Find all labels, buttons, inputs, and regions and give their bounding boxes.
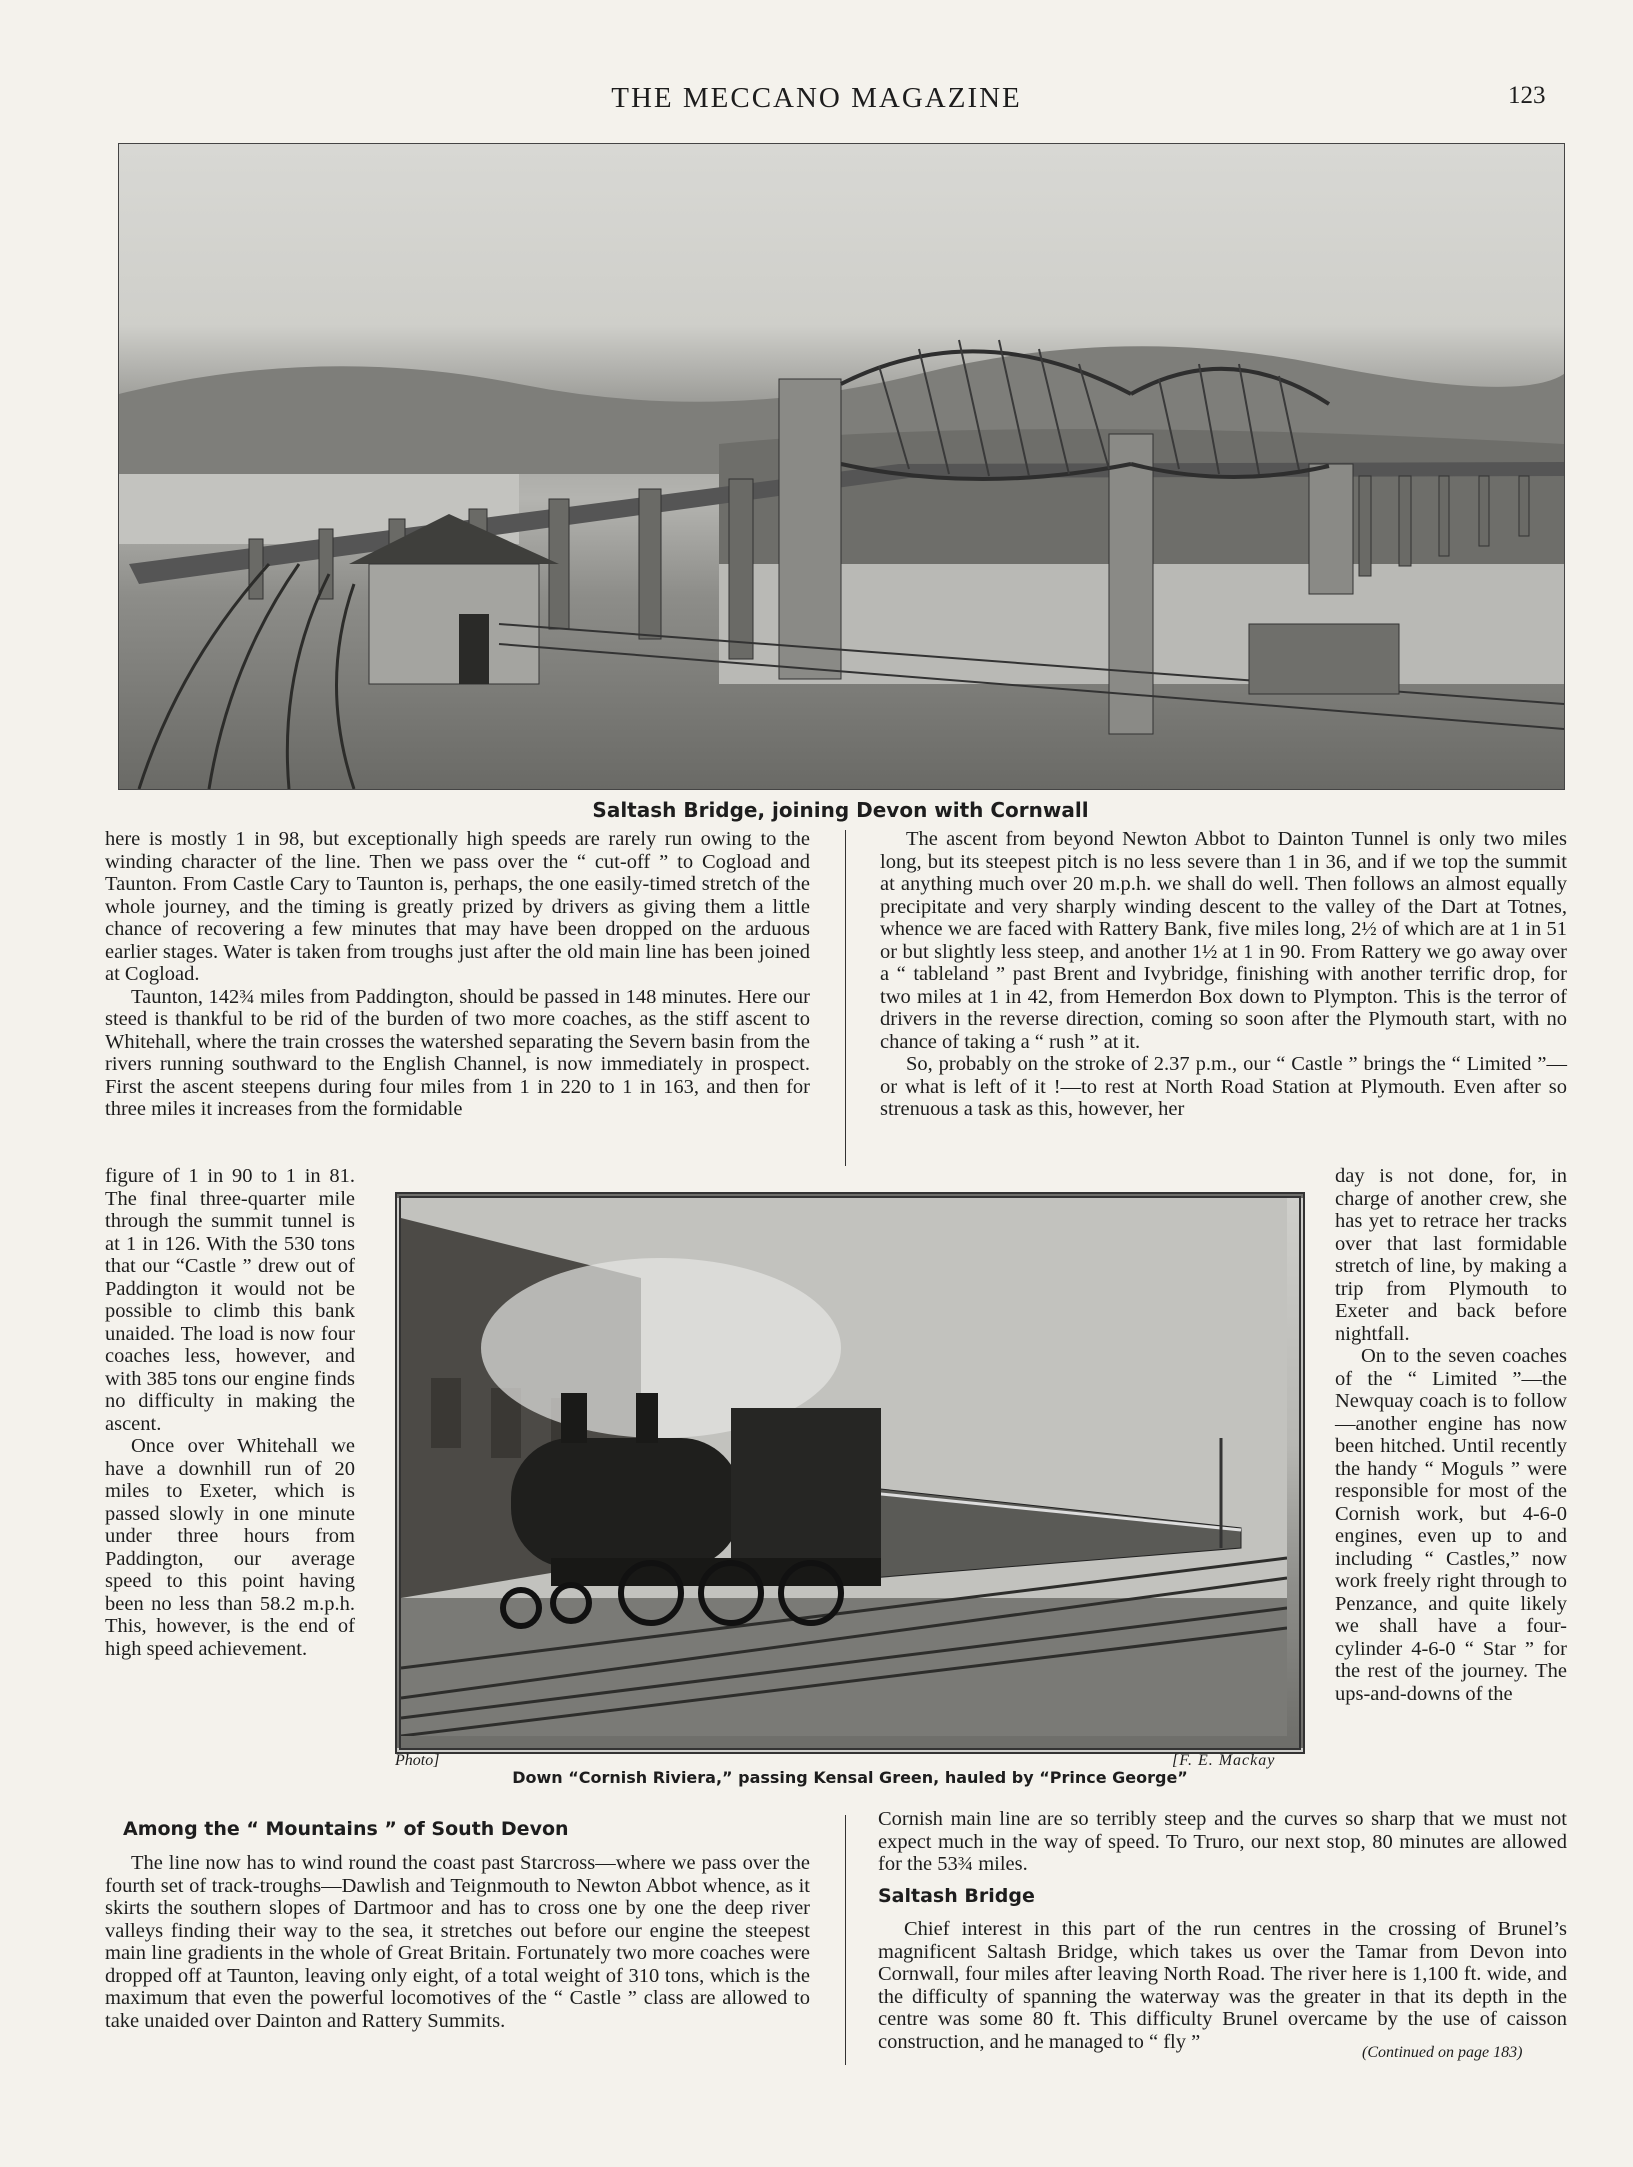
- right-column-mid: [878, 1808, 1567, 1876]
- train-photograph: [395, 1192, 1305, 1754]
- left-column-bottom: [105, 1852, 810, 2032]
- right-column-top: [880, 828, 1567, 1121]
- column-rule: [845, 1815, 846, 2065]
- paragraph: On to the seven coaches of the “ Limited ”—the Newquay coach is to follow—another engine has now been hitched. Until recently the handy “ Moguls ” were responsible for most of the Cornish work, but 4-6-0 engines, even up to and including “ Castles,” now work freely right through to Penzance, and quite likely we shall have a four-cylinder 4-6-0 “ Star ” for the rest of the journey. The ups-and-downs of the: [1335, 1345, 1567, 1705]
- right-column-narrow: [1335, 1165, 1567, 1705]
- bridge-caption: Saltash Bridge, joining Devon with Cornwall: [592, 798, 1089, 822]
- paragraph: here is mostly 1 in 98, but exceptionally high speeds are rarely run owing to the winding character of the line. Then we pass over the “ cut-off ” to Cogload and Taunton. From Castle Cary to Taunton is, perhaps, the one easily-timed stretch of the whole journey, and the timing is greatly prized by drivers as giving them a little chance of recovering a few minutes that may have been dropped on the arduous earlier stages. Water is taken from troughs just after the old main line has been joined at Cogload.: [105, 828, 810, 985]
- column-rule: [845, 830, 846, 1166]
- section-heading: Among the “ Mountains ” of South Devon: [123, 1818, 569, 1840]
- left-column-narrow: [105, 1165, 355, 1660]
- paragraph: The line now has to wind round the coast past Starcross—where we pass over the fourth set of track-troughs—Dawlish and Teignmouth to Newton Abbot whence, as it skirts the southern slopes of Dartmoor and has to cross one by one the deep river valleys finding their way to the sea, it stretches out before our engine the steepest main line gradients in the whole of Great Britain. Fortunately two more coaches were dropped off at Taunton, leaving only eight, of a total weight of 310 tons, which is the maximum that even the powerful locomotives of the “ Castle ” class are allowed to take unaided over Dainton and Rattery Summits.: [105, 1852, 810, 2032]
- paragraph: Once over Whitehall we have a downhill run of 20 miles to Exeter, which is passed slowly in one minute under three hours from Paddington, our average speed to this point having been no less than 58.2 m.p.h. This, however, is the end of high speed achievement.: [105, 1435, 355, 1660]
- saltash-bridge-drawing: [119, 144, 1564, 789]
- page-number: 123: [1508, 82, 1546, 109]
- paragraph: figure of 1 in 90 to 1 in 81. The final three-quarter mile through the summit tunnel is at 1 in 126. With the 530 tons that our “Castle ” drew out of Paddington it would not be possible to climb this bank unaided. The load is now four coaches less, however, and with 385 tons our engine finds no difficulty in making the ascent.: [105, 1165, 355, 1435]
- paragraph: Chief interest in this part of the run centres in the crossing of Brunel’s magnificent Saltash Bridge, which takes us over the Tamar from Devon into Cornwall, four miles after leaving North Road. The river here is 1,100 ft. wide, and the difficulty of spanning the waterway was the greater in that its depth in the centre was some 80 ft. This difficulty Brunel overcame by the use of caisson construction, and he managed to “ fly ”: [878, 1918, 1567, 2053]
- saltash-bridge-illustration: [118, 143, 1565, 790]
- continued-note: (Continued on page 183): [1362, 2044, 1523, 2061]
- paragraph: Taunton, 142¾ miles from Paddington, should be passed in 148 minutes. Here our steed is thankful to be rid of the burden of two more coaches, as the stiff ascent to Whitehall, where the train crosses the watershed separating the Severn basin from the rivers running southward to the English Channel, is now immediately in prospect. First the ascent steepens during four miles from 1 in 220 to 1 in 163, and then for three miles it increases from the formidable: [105, 985, 810, 1120]
- photographer-credit: [F. E. Mackay: [1172, 1752, 1276, 1769]
- left-column-top: [105, 828, 810, 1121]
- right-column-bottom: [878, 1918, 1567, 2053]
- train-caption: Down “Cornish Riviera,” passing Kensal Green, hauled by “Prince George”: [512, 1768, 1188, 1787]
- photo-credit-label: Photo]: [395, 1752, 440, 1769]
- paragraph: The ascent from beyond Newton Abbot to Dainton Tunnel is only two miles long, but its steepest pitch is no less severe than 1 in 36, and if we top the summit at anything much over 20 m.p.h. we shall do well. Then follows an almost equally precipitate and very sharply winding descent to the valley of the Dart at Totnes, whence we are faced with Rattery Bank, five miles long, 2½ of which are at 1 in 51 or but slightly less steep, and another 1½ at 1 in 90. From Rattery we go away over a “ tableland ” past Brent and Ivybridge, finishing with another terrific drop, for two miles at 1 in 42, from Hemerdon Box down to Plympton. This is the terror of drivers in the reverse direction, coming so soon after the Plymouth start, with no chance of taking a “ rush ” at it.: [880, 828, 1567, 1053]
- section-heading: Saltash Bridge: [878, 1885, 1035, 1907]
- paragraph: So, probably on the stroke of 2.37 p.m., our “ Castle ” brings the “ Limited ”—or what is left of it !—to rest at North Road Station at Plymouth. Even after so strenuous a task as this, however, her: [880, 1053, 1567, 1120]
- train-drawing: [401, 1198, 1287, 1736]
- paragraph: day is not done, for, in charge of another crew, she has yet to retrace her tracks over that last formidable stretch of line, by making a trip from Plymouth to Exeter and back before nightfall.: [1335, 1165, 1567, 1345]
- magazine-title: THE MECCANO MAGAZINE: [611, 82, 1022, 114]
- paragraph: Cornish main line are so terribly steep and the curves so sharp that we must not expect much in the way of speed. To Truro, our next stop, 80 minutes are allowed for the 53¾ miles.: [878, 1808, 1567, 1875]
